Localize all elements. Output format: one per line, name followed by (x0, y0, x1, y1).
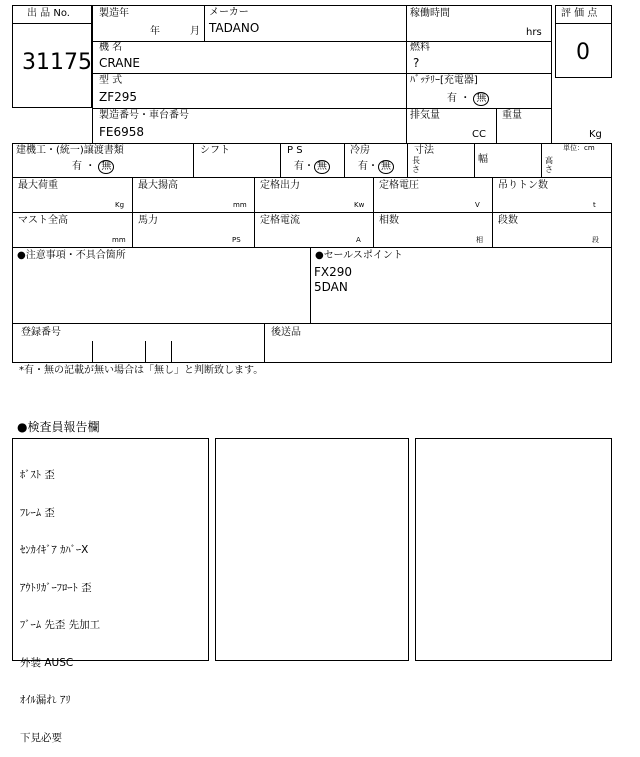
height-label: 高 さ (545, 156, 553, 174)
transfer-doc-choice: 有 ・ 無 (72, 160, 114, 174)
inspector-report-panel-3 (415, 438, 612, 661)
cooling-label: 冷房 (350, 145, 370, 156)
report-line: 外装 AUSC (20, 656, 74, 669)
report-line: 下見必要 (20, 731, 62, 744)
sales-point-line-1: FX290 (314, 265, 353, 279)
dimensions-label: 寸法 (414, 145, 434, 156)
battery-no-circled: 無 (473, 92, 489, 106)
ps-choice: 有・ 無 (294, 160, 330, 174)
type-value: ZF295 (99, 90, 138, 104)
hours-label: 稼働時間 (410, 8, 450, 19)
sales-point-label: ●セールスポイント (315, 250, 403, 261)
serial-label: 製造番号・車台番号 (99, 110, 189, 121)
model-name-value: CRANE (99, 56, 140, 70)
cooling-no-circled: 無 (378, 160, 394, 174)
weight-label: 重量 (502, 110, 522, 121)
fuel-value: ? (413, 56, 420, 70)
report-line: ｱｳﾄﾘｶﾞｰﾌﾛｰﾄ 歪 (20, 581, 92, 594)
serial-value: FE6958 (99, 125, 145, 139)
inspector-report-title: ●検査員報告欄 (17, 420, 100, 434)
footnote: *有・無の記載が無い場合は「無し」と判断致します。 (19, 365, 264, 376)
phase-label: 相数 (379, 215, 399, 226)
spec-grid (12, 143, 612, 248)
maker-value: TADANO (209, 21, 260, 35)
ps-no-circled: 無 (314, 160, 330, 174)
hours-unit: hrs (526, 27, 542, 38)
transfer-doc-label: 建機工・(統一)譲渡書類 (16, 145, 124, 156)
length-label: 長 さ (412, 156, 420, 174)
year-label: 製造年 (99, 8, 129, 19)
transfer-no-circled: 無 (98, 160, 114, 174)
rated-current-label: 定格電流 (260, 215, 300, 226)
type-label: 型 式 (99, 75, 123, 86)
registration-label: 登録番号 (21, 327, 61, 338)
inspector-report-lines (20, 444, 100, 757)
weight-unit: Kg (589, 129, 602, 140)
report-line: ｾﾝｶｲｷﾞｱ ｶﾊﾞｰX (20, 544, 89, 556)
ps-label: P S (287, 145, 303, 156)
max-load-unit: Kg (115, 201, 125, 209)
stages-unit: 段 (592, 236, 599, 244)
displacement-unit: CC (472, 129, 486, 140)
battery-label: ﾊﾞｯﾃﾘｰ[充電器] (410, 75, 478, 86)
month-unit: 月 (190, 26, 200, 37)
cooling-choice: 有・ 無 (358, 160, 394, 174)
lot-number-label: 出 品 No. (27, 8, 70, 19)
dimensions-unit-note: 単位：cm (563, 144, 595, 152)
rated-current-unit: A (356, 236, 361, 244)
main-info-box (92, 5, 552, 144)
horsepower-label: 馬力 (138, 215, 158, 226)
max-load-label: 最大荷重 (18, 180, 58, 191)
horsepower-unit: PS (232, 236, 241, 244)
rated-output-label: 定格出力 (260, 180, 300, 191)
caution-label: ●注意事項・不具合箇所 (17, 250, 126, 261)
stages-label: 段数 (498, 215, 518, 226)
hoist-tons-unit: t (593, 201, 596, 209)
fuel-label: 燃料 (410, 42, 430, 53)
lot-number: 31175 (22, 50, 92, 75)
max-lift-label: 最大揚高 (138, 180, 178, 191)
hoist-tons-label: 吊りトン数 (498, 180, 548, 191)
sales-point-line-2: 5DAN (314, 280, 348, 294)
maker-label: メーカー (209, 7, 249, 18)
grade-value: 0 (576, 40, 590, 65)
shift-label: シフト (200, 145, 230, 156)
report-line: ｵｲﾙ漏れ ｱﾘ (20, 694, 71, 706)
report-line: ﾌﾞｰﾑ 先歪 先加工 (20, 619, 101, 631)
battery-choice: 有 ・ 無 (447, 92, 489, 106)
postscript-label: 後送品 (271, 327, 301, 338)
rated-voltage-label: 定格電圧 (379, 180, 419, 191)
phase-unit: 相 (476, 236, 483, 244)
mast-height-unit: mm (112, 236, 126, 244)
max-lift-unit: mm (233, 201, 247, 209)
rated-output-unit: Kw (354, 201, 365, 209)
displacement-label: 排気量 (410, 110, 440, 121)
registration-box (12, 323, 612, 363)
width-label: 幅 (478, 154, 488, 165)
grade-label: 評 価 点 (561, 8, 598, 19)
model-name-label: 機 名 (99, 42, 123, 53)
year-unit: 年 (150, 26, 160, 37)
inspector-report-panel-2 (215, 438, 409, 661)
rated-voltage-unit: V (475, 201, 480, 209)
report-line: ﾎﾞｽﾄ 歪 (20, 469, 55, 481)
mast-height-label: マスト全高 (18, 215, 68, 226)
report-line: ﾌﾚｰﾑ 歪 (20, 506, 55, 519)
